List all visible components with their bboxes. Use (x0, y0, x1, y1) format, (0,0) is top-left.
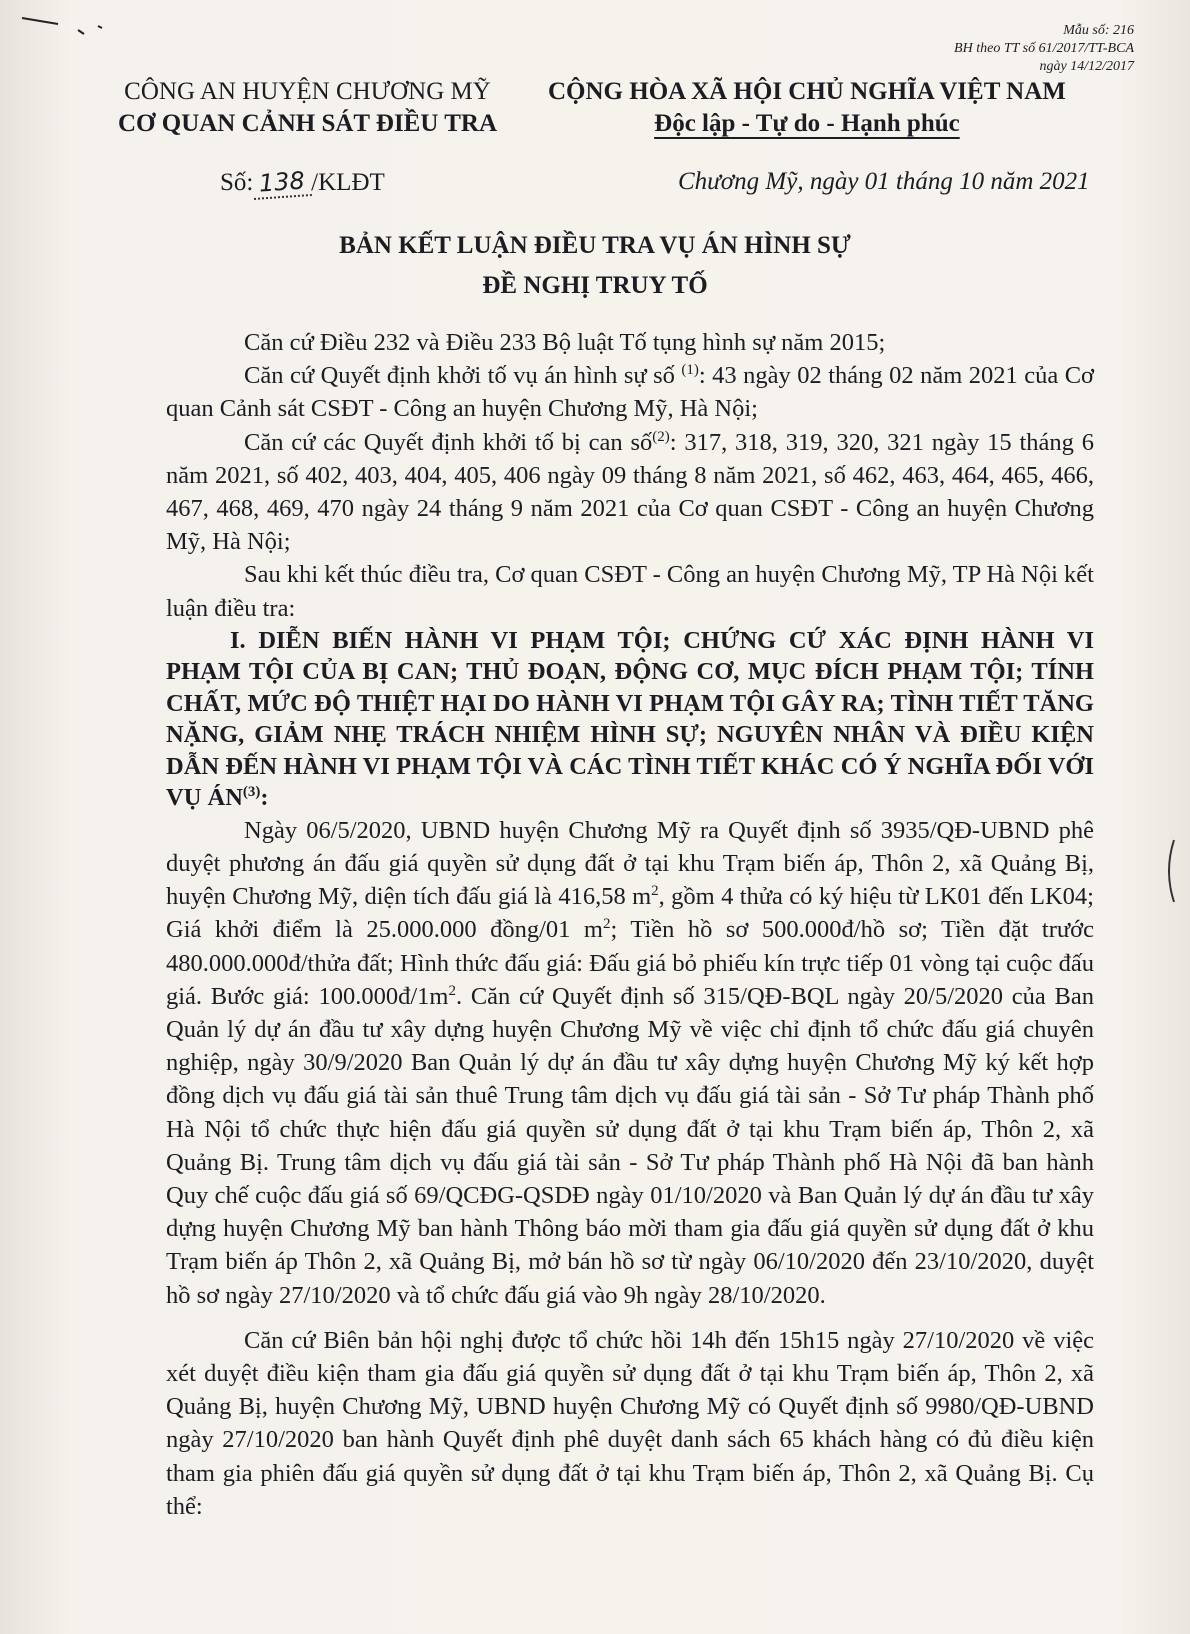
superscript-2c: 2 (448, 982, 456, 999)
agency-line2: CƠ QUAN CẢNH SÁT ĐIỀU TRA (118, 110, 497, 137)
p3-text-b: : 317, 318, 319, 320, 321 ngày 15 tháng 6 năm 2021, số 402, 403, 404, 405, 406 ngày 09 tháng 8 năm 2021, số 462, 463, 464, 465, 466, 467, 468, 469, 470 ngày 24 tháng 9 năm 2021 của Cơ quan CSĐT - Công an huyện Chương Mỹ, Hà Nội; (166, 428, 1094, 556)
paragraph-conclusion-intro: Sau khi kết thúc điều tra, Cơ quan CSĐT - Công an huyện Chương Mỹ, TP Hà Nội kết luận điều tra: (166, 561, 1094, 622)
document-number (220, 168, 385, 198)
place-and-date: Chương Mỹ, ngày 01 tháng 10 năm 2021 (678, 168, 1090, 195)
republic-name: CỘNG HÒA XÃ HỘI CHỦ NGHĨA VIỆT NAM (548, 78, 1066, 105)
form-number-block (874, 22, 1134, 76)
doc-number-prefix: Số: (220, 169, 254, 196)
scan-edge-mark (1160, 836, 1180, 906)
p2-text-a: Căn cứ Quyết định khởi tố vụ án hình sự số (244, 362, 675, 390)
footnote-ref-1: (1) (681, 362, 699, 379)
document-title (0, 226, 1190, 306)
paragraph-legal-basis-2 (166, 359, 1094, 425)
p2-text-b: : 43 ngày 02 tháng 02 năm 2021 của Cơ quan Cảnh sát CSĐT - Công an huyện Chương Mỹ, Hà Nội; (166, 362, 1095, 423)
p5-text-c: ; Tiền hồ sơ 500.000đ/hồ sơ; Tiền đặt trước 480.000.000đ/thửa đất; Hình thức đấu giá: Đấu giá bỏ phiếu kín trực tiếp 01 vòng tại cuộc đấu giá. Bước giá: 100.000đ/1m (166, 916, 1094, 1010)
p5-text-d: . Căn cứ Quyết định số 315/QĐ-BQL ngày 20/5/2020 của Ban Quản lý dự án đầu tư xây dựng huyện Chương Mỹ về việc chỉ định tổ chức đấu giá chuyên nghiệp, ngày 30/9/2020 Ban Quản lý dự án đầu tư xây dựng huyện Chương Mỹ ký kết hợp đồng dịch vụ đấu giá tài sản thuê Trung tâm dịch vụ đấu giá tài sản - Sở Tư pháp Thành phố Hà Nội tổ chức thực hiện đấu giá quyền sử dụng đất ở tại khu Trạm biến áp, Thôn 2, xã Quảng Bị. Trung tâm dịch vụ đấu giá tài sản - Sở Tư pháp Thành phố Hà Nội đã ban hành Quy chế cuộc đấu giá số 69/QCĐG-QSDĐ ngày 01/10/2020 và Ban Quản lý dự án đầu tư xây dựng huyện Chương Mỹ ban hành Thông báo mời tham gia đấu giá quyền sử dụng đất ở khu Trạm biến áp Thôn 2, xã Quảng Bị, mở bán hồ sơ từ ngày 06/10/2020 đến 23/10/2020, duyệt hồ sơ ngày 27/10/2020 và tổ chức đấu giá vào 9h ngày 28/10/2020. (166, 982, 1095, 1309)
republic-header (548, 76, 1066, 140)
scan-corner-mark (18, 10, 118, 40)
footnote-ref-3: (3) (242, 784, 261, 801)
section-heading-text: I. DIỄN BIẾN HÀNH VI PHẠM TỘI; CHỨNG CỨ XÁC ĐỊNH HÀNH VI PHẠM TỘI CỦA BỊ CAN; THỦ ĐOẠN, ĐỘNG CƠ, MỤC ĐÍCH PHẠM TỘI; TÍNH CHẤT, MỨC ĐỘ THIỆT HẠI DO HÀNH VI PHẠM TỘI GÂY RA; TÌNH TIẾT TĂNG NẶNG, GIẢM NHẸ TRÁCH NHIỆM HÌNH SỰ; NGUYÊN NHÂN VÀ ĐIỀU KIỆN DẪN ĐẾN HÀNH VI PHẠM TỘI VÀ CÁC TÌNH TIẾT KHÁC CÓ Ý NGHĨA ĐỐI VỚI VỤ ÁN (166, 626, 1094, 812)
paragraph-legal-basis-3 (166, 426, 1094, 559)
doc-number-suffix: /KLĐT (311, 169, 385, 196)
document-body (166, 326, 1094, 1523)
section-heading-1 (166, 625, 1094, 814)
form-issued-by: BH theo TT số 61/2017/TT-BCA (954, 41, 1134, 56)
footnote-ref-2: (2) (652, 428, 670, 445)
doc-number-handwritten: 138 (252, 166, 312, 200)
paragraph-facts-2: Căn cứ Biên bản hội nghị được tổ chức hồi 14h đến 15h15 ngày 27/10/2020 về việc xét duyệt điều kiện tham gia đấu giá quyền sử dụng đất ở tại khu Trạm biến áp, Thôn 2, xã Quảng Bị, huyện Chương Mỹ, UBND huyện Chương Mỹ có Quyết định số 9980/QĐ-UBND ngày 27/10/2020 ban hành Quyết định phê duyệt danh sách 65 khách hàng có đủ điều kiện tham gia phiên đấu giá quyền sử dụng đất ở tại khu Trạm biến áp, Thôn 2, xã Quảng Bị. Cụ thể: (166, 1326, 1094, 1520)
p5-text-b: , gồm 4 thửa có ký hiệu từ LK01 đến LK04; Giá khởi điểm là 25.000.000 đồng/01 m (166, 883, 1094, 944)
p5-text-a: Ngày 06/5/2020, UBND huyện Chương Mỹ ra Quyết định số 3935/QĐ-UBND phê duyệt phương án đấu giá quyền sử dụng đất ở tại khu Trạm biến áp, Thôn 2, xã Quảng Bị, huyện Chương Mỹ, diện tích đấu giá là 416,58 m (166, 816, 1094, 911)
agency-line1: CÔNG AN HUYỆN CHƯƠNG MỸ (124, 78, 491, 105)
form-number: Mẫu số: 216 (1063, 23, 1134, 38)
national-motto: Độc lập - Tự do - Hạnh phúc (654, 110, 960, 137)
section-heading-end: : (260, 784, 269, 812)
p3-text-a: Căn cứ các Quyết định khởi tố bị can số (244, 428, 653, 456)
title-line2: ĐỀ NGHỊ TRUY TỐ (482, 272, 708, 299)
superscript-2a: 2 (651, 883, 659, 900)
form-date: ngày 14/12/2017 (1039, 59, 1134, 74)
paragraph-gap (166, 1312, 1094, 1324)
paragraph-facts-1 (166, 814, 1094, 1312)
paragraph-legal-basis-1: Căn cứ Điều 232 và Điều 233 Bộ luật Tố tụng hình sự năm 2015; (244, 329, 886, 356)
title-line1: BẢN KẾT LUẬN ĐIỀU TRA VỤ ÁN HÌNH SỰ (339, 232, 851, 259)
agency-header (118, 76, 497, 140)
superscript-2b: 2 (602, 916, 611, 933)
